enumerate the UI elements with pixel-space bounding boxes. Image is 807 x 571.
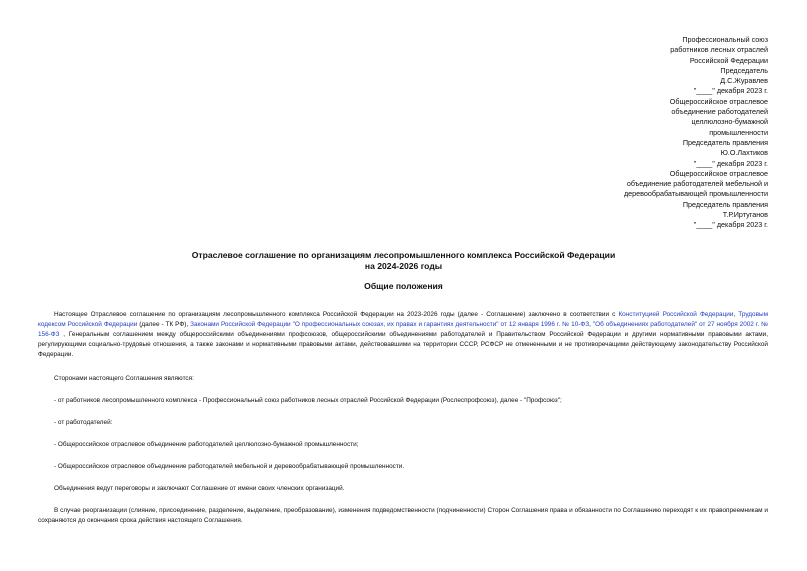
paragraph: - от работников лесопромышленного комплекса - Профессиональный союз работников лесных отраслей Российской Федерации (Рослеспрофсоюз), далее - "Профсоюз"; xyxy=(54,397,562,404)
document-title-line: на 2024-2026 годы xyxy=(364,261,443,271)
text-run: (далее - ТК РФ), xyxy=(137,321,191,328)
paragraph: - от работодателей: xyxy=(54,419,113,426)
document-body xyxy=(38,310,768,538)
approval-line: "____" декабря 2023 г. xyxy=(693,86,768,96)
approval-line: промышленности xyxy=(709,127,768,137)
approval-line: "____" декабря 2023 г. xyxy=(693,220,768,230)
approval-line: Ю.О.Лахтиков xyxy=(720,148,768,158)
text-run: , Генеральным соглашением между общероссийскими объединениями профсоюзов, общероссийскими объединениями работодателей и Правительством Российской Федерации и другими нормативными правовыми актами, регулирующими социально-трудовые отношения, а также законами и нормативными правовыми актами, действовавшими на территории СССР, РСФСР не отмененными и не противоречащими действующему законодательству Российской Федерации. xyxy=(38,331,768,358)
trade-unions-law-link[interactable]: Законами Российской Федерации "О профессиональных союзах, их правах и гарантиях деятельности" от 12 января 1996 г. № 10-ФЗ xyxy=(190,321,590,328)
employers-law-link[interactable]: "Об объединениях работодателей" от 27 ноября 2002 г. № 156-ФЗ xyxy=(38,321,768,338)
approval-line: целлюлозно-бумажной xyxy=(691,117,768,127)
approval-line: Общероссийское отраслевое xyxy=(669,168,768,178)
approval-line: Профессиональный союз xyxy=(682,35,768,44)
text-run: , xyxy=(589,321,593,328)
approval-line: Председатель правления xyxy=(682,199,768,209)
constitution-link[interactable]: Конституцией Российской Федерации xyxy=(618,311,734,318)
approval-line: Российской Федерации xyxy=(689,55,768,65)
document-title xyxy=(0,250,807,272)
approval-line: Д.С.Журавлев xyxy=(720,76,768,86)
text-run: , xyxy=(733,311,739,318)
intro-paragraph xyxy=(38,310,768,360)
text-run: Настоящее Отраслевое соглашение по организациям лесопромышленного комплекса Российской Федерации на 2023-2026 годы (далее - Соглашение) заключено в соответствии с xyxy=(54,311,619,318)
section-heading: Общие положения xyxy=(364,281,443,291)
approval-line: работников лесных отраслей xyxy=(670,45,768,55)
approval-block xyxy=(568,35,768,231)
labor-code-link[interactable]: Трудовым кодексом Российской Федерации xyxy=(38,311,768,328)
approval-line: Т.Р.Иртуганов xyxy=(722,210,768,220)
approval-line: "____" декабря 2023 г. xyxy=(693,158,768,168)
approval-line: Председатель xyxy=(720,65,768,75)
document-title-line: Отраслевое соглашение по организациям лесопромышленного комплекса Российской Федерации xyxy=(191,250,616,260)
approval-line: объединение работодателей мебельной и xyxy=(626,179,768,189)
paragraph: Сторонами настоящего Соглашения являются: xyxy=(54,375,194,382)
paragraph: В случае реорганизации (слияние, присоединение, разделение, выделение, преобразование), изменения подведомственности (подчиненности) Сторон Соглашения права и обязанности по Соглашению переходят к их правопреемникам и сохраняются до окончания срока действия настоящего Соглашения. xyxy=(38,507,768,524)
approval-line: Общероссийское отраслевое xyxy=(669,96,768,106)
paragraph: - Общероссийское отраслевое объединение работодателей целлюлозно-бумажной промышленности; xyxy=(54,441,359,448)
paragraph: - Общероссийское отраслевое объединение работодателей мебельной и деревообрабатывающей промышленности. xyxy=(54,463,405,470)
approval-line: деревообрабатывающей промышленности xyxy=(623,189,768,199)
approval-line: Председатель правления xyxy=(682,137,768,147)
paragraph: Объединения ведут переговоры и заключают Соглашение от имени своих членских организаций. xyxy=(54,485,345,492)
approval-line: объединение работодателей xyxy=(671,107,768,117)
